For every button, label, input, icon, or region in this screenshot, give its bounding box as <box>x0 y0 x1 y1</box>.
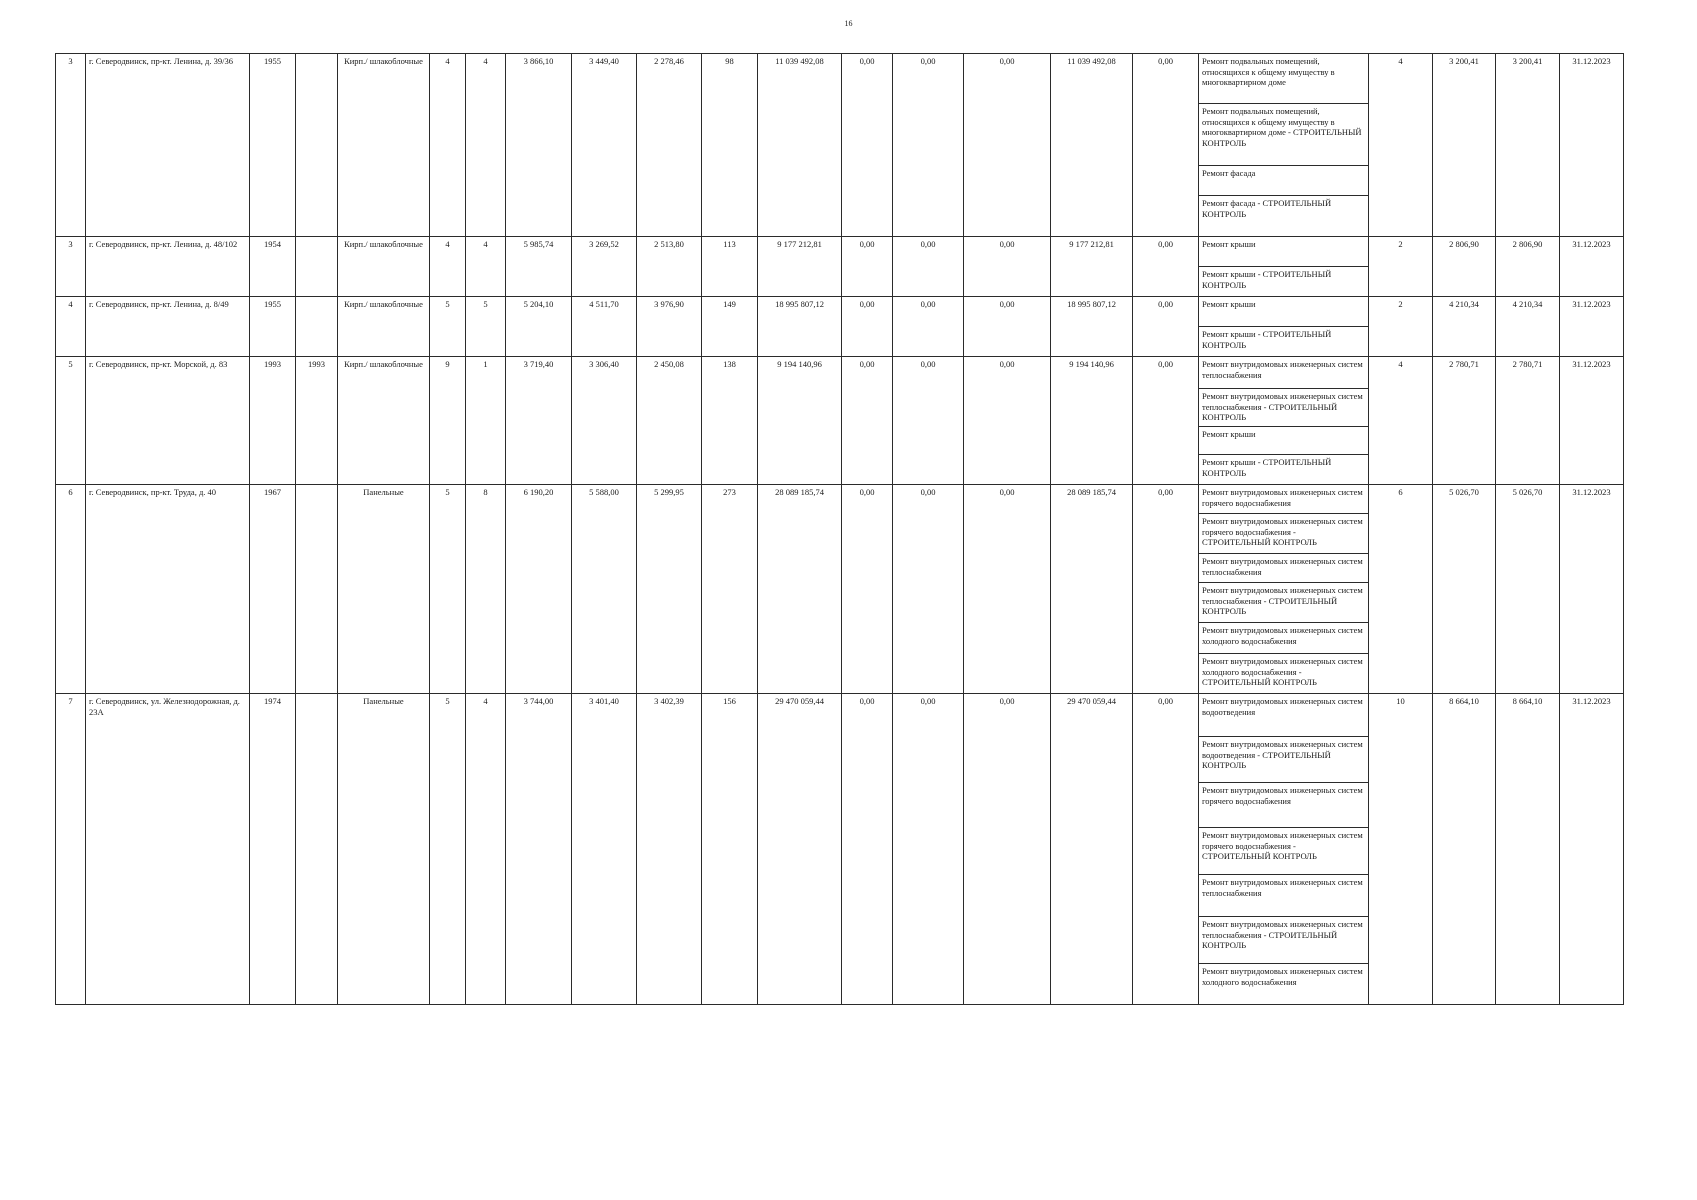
cell-cost-federal: 0,00 <box>842 54 893 237</box>
cell-address: г. Северодвинск, пр-кт. Труда, д. 40 <box>86 485 250 694</box>
cell-work-item: Ремонт крыши - СТРОИТЕЛЬНЫЙ КОНТРОЛЬ <box>1199 455 1369 485</box>
cell-floors: 5 <box>430 694 466 1005</box>
cell-work-item: Ремонт крыши <box>1199 237 1369 267</box>
cell-total-area: 3 866,10 <box>506 54 572 237</box>
cell-work-item: Ремонт внутридомовых инженерных систем теплоснабжения <box>1199 875 1369 917</box>
cell-cost-local: 0,00 <box>964 297 1051 357</box>
cell-work-item: Ремонт крыши <box>1199 427 1369 455</box>
cell-unit-cost: 3 200,41 <box>1433 54 1496 237</box>
cell-unit-cost: 2 780,71 <box>1433 357 1496 485</box>
cell-work-item: Ремонт внутридомовых инженерных систем горячего водоснабжения <box>1199 485 1369 514</box>
cell-cost-federal: 0,00 <box>842 297 893 357</box>
cell-unit-cost-limit: 8 664,10 <box>1496 694 1560 1005</box>
cell-entrances: 4 <box>466 54 506 237</box>
cell-area-private: 3 402,39 <box>637 694 702 1005</box>
cell-cost-federal: 0,00 <box>842 485 893 694</box>
cell-cost-regional: 0,00 <box>893 694 964 1005</box>
cell-year-built: 1967 <box>250 485 296 694</box>
cell-num: 5 <box>56 357 86 485</box>
cell-area-residential: 3 306,40 <box>572 357 637 485</box>
cell-works-count: 4 <box>1369 357 1433 485</box>
cell-work-item: Ремонт внутридомовых инженерных систем холодного водоснабжения <box>1199 964 1369 1005</box>
cell-address: г. Северодвинск, пр-кт. Ленина, д. 8/49 <box>86 297 250 357</box>
cell-cost-federal: 0,00 <box>842 694 893 1005</box>
cell-year-renovated: 1993 <box>296 357 338 485</box>
cell-cost-owners: 9 194 140,96 <box>1051 357 1133 485</box>
cell-unit-cost-limit: 5 026,70 <box>1496 485 1560 694</box>
cell-cost-other: 0,00 <box>1133 54 1199 237</box>
cell-unit-cost: 5 026,70 <box>1433 485 1496 694</box>
cell-works-count: 2 <box>1369 237 1433 297</box>
repair-program-table <box>55 53 1624 1005</box>
cell-work-item: Ремонт внутридомовых инженерных систем водоотведения - СТРОИТЕЛЬНЫЙ КОНТРОЛЬ <box>1199 737 1369 783</box>
cell-area-residential: 3 269,52 <box>572 237 637 297</box>
cell-work-item: Ремонт подвальных помещений, относящихся к общему имуществу в многоквартирном доме <box>1199 54 1369 104</box>
cell-address: г. Северодвинск, пр-кт. Ленина, д. 39/36 <box>86 54 250 237</box>
cell-total-area: 3 744,00 <box>506 694 572 1005</box>
cell-residents: 156 <box>702 694 758 1005</box>
cell-year-renovated <box>296 237 338 297</box>
cell-year-renovated <box>296 694 338 1005</box>
cell-deadline: 31.12.2023 <box>1560 694 1624 1005</box>
cell-residents: 113 <box>702 237 758 297</box>
cell-address: г. Северодвинск, пр-кт. Морской, д. 83 <box>86 357 250 485</box>
cell-unit-cost: 8 664,10 <box>1433 694 1496 1005</box>
cell-area-residential: 3 401,40 <box>572 694 637 1005</box>
cell-cost-owners: 28 089 185,74 <box>1051 485 1133 694</box>
cell-cost-owners: 9 177 212,81 <box>1051 237 1133 297</box>
cell-work-item: Ремонт внутридомовых инженерных систем горячего водоснабжения - СТРОИТЕЛЬНЫЙ КОНТРОЛЬ <box>1199 828 1369 875</box>
cell-residents: 149 <box>702 297 758 357</box>
cell-works-count: 4 <box>1369 54 1433 237</box>
cell-work-item: Ремонт фасада <box>1199 166 1369 196</box>
cell-num: 6 <box>56 485 86 694</box>
cell-work-item: Ремонт крыши <box>1199 297 1369 327</box>
table-row <box>56 54 1624 104</box>
cell-entrances: 5 <box>466 297 506 357</box>
cell-address: г. Северодвинск, пр-кт. Ленина, д. 48/102 <box>86 237 250 297</box>
cell-wall-material: Кирп./ шлакоблочные <box>338 357 430 485</box>
cell-entrances: 4 <box>466 694 506 1005</box>
cell-cost-regional: 0,00 <box>893 237 964 297</box>
cell-year-renovated <box>296 485 338 694</box>
cell-wall-material: Кирп./ шлакоблочные <box>338 54 430 237</box>
cell-cost-other: 0,00 <box>1133 485 1199 694</box>
cell-entrances: 8 <box>466 485 506 694</box>
cell-work-item: Ремонт внутридомовых инженерных систем теплоснабжения - СТРОИТЕЛЬНЫЙ КОНТРОЛЬ <box>1199 389 1369 427</box>
cell-work-item: Ремонт подвальных помещений, относящихся к общему имуществу в многоквартирном доме - СТРОИТЕЛЬНЫЙ КОНТРОЛЬ <box>1199 104 1369 166</box>
cell-residents: 98 <box>702 54 758 237</box>
cell-unit-cost-limit: 4 210,34 <box>1496 297 1560 357</box>
cell-floors: 4 <box>430 54 466 237</box>
cell-area-private: 2 513,80 <box>637 237 702 297</box>
cell-cost-regional: 0,00 <box>893 485 964 694</box>
cell-floors: 5 <box>430 297 466 357</box>
cell-cost-owners: 29 470 059,44 <box>1051 694 1133 1005</box>
cell-num: 3 <box>56 237 86 297</box>
cell-deadline: 31.12.2023 <box>1560 357 1624 485</box>
cell-cost-total: 9 194 140,96 <box>758 357 842 485</box>
page-number: 16 <box>844 19 853 28</box>
cell-cost-other: 0,00 <box>1133 694 1199 1005</box>
cell-entrances: 1 <box>466 357 506 485</box>
cell-cost-total: 11 039 492,08 <box>758 54 842 237</box>
cell-cost-regional: 0,00 <box>893 54 964 237</box>
cell-work-item: Ремонт фасада - СТРОИТЕЛЬНЫЙ КОНТРОЛЬ <box>1199 196 1369 237</box>
cell-residents: 273 <box>702 485 758 694</box>
cell-wall-material: Кирп./ шлакоблочные <box>338 237 430 297</box>
table-row <box>56 694 1624 737</box>
cell-wall-material: Панельные <box>338 485 430 694</box>
cell-works-count: 6 <box>1369 485 1433 694</box>
cell-num: 4 <box>56 297 86 357</box>
cell-total-area: 5 985,74 <box>506 237 572 297</box>
cell-address: г. Северодвинск, ул. Железнодорожная, д. 23А <box>86 694 250 1005</box>
cell-year-built: 1974 <box>250 694 296 1005</box>
cell-work-item: Ремонт внутридомовых инженерных систем теплоснабжения <box>1199 357 1369 389</box>
cell-area-private: 5 299,95 <box>637 485 702 694</box>
cell-total-area: 5 204,10 <box>506 297 572 357</box>
cell-area-private: 2 450,08 <box>637 357 702 485</box>
cell-work-item: Ремонт внутридомовых инженерных систем горячего водоснабжения - СТРОИТЕЛЬНЫЙ КОНТРОЛЬ <box>1199 514 1369 554</box>
cell-cost-regional: 0,00 <box>893 297 964 357</box>
cell-work-item: Ремонт крыши - СТРОИТЕЛЬНЫЙ КОНТРОЛЬ <box>1199 327 1369 357</box>
cell-area-private: 3 976,90 <box>637 297 702 357</box>
cell-work-item: Ремонт крыши - СТРОИТЕЛЬНЫЙ КОНТРОЛЬ <box>1199 267 1369 297</box>
cell-cost-other: 0,00 <box>1133 297 1199 357</box>
cell-work-item: Ремонт внутридомовых инженерных систем холодного водоснабжения - СТРОИТЕЛЬНЫЙ КОНТРОЛЬ <box>1199 654 1369 694</box>
cell-wall-material: Панельные <box>338 694 430 1005</box>
table-row <box>56 485 1624 514</box>
cell-area-residential: 3 449,40 <box>572 54 637 237</box>
cell-cost-federal: 0,00 <box>842 237 893 297</box>
cell-area-residential: 4 511,70 <box>572 297 637 357</box>
cell-cost-local: 0,00 <box>964 54 1051 237</box>
cell-year-built: 1993 <box>250 357 296 485</box>
cell-unit-cost: 2 806,90 <box>1433 237 1496 297</box>
cell-works-count: 2 <box>1369 297 1433 357</box>
cell-work-item: Ремонт внутридомовых инженерных систем водоотведения <box>1199 694 1369 737</box>
cell-cost-other: 0,00 <box>1133 357 1199 485</box>
table-row <box>56 237 1624 267</box>
cell-num: 7 <box>56 694 86 1005</box>
cell-year-built: 1955 <box>250 54 296 237</box>
cell-cost-total: 28 089 185,74 <box>758 485 842 694</box>
cell-work-item: Ремонт внутридомовых инженерных систем холодного водоснабжения <box>1199 623 1369 654</box>
cell-num: 3 <box>56 54 86 237</box>
cell-total-area: 6 190,20 <box>506 485 572 694</box>
cell-unit-cost: 4 210,34 <box>1433 297 1496 357</box>
cell-area-residential: 5 588,00 <box>572 485 637 694</box>
cell-work-item: Ремонт внутридомовых инженерных систем теплоснабжения - СТРОИТЕЛЬНЫЙ КОНТРОЛЬ <box>1199 917 1369 964</box>
cell-floors: 9 <box>430 357 466 485</box>
cell-unit-cost-limit: 2 806,90 <box>1496 237 1560 297</box>
cell-cost-total: 18 995 807,12 <box>758 297 842 357</box>
cell-total-area: 3 719,40 <box>506 357 572 485</box>
cell-cost-local: 0,00 <box>964 485 1051 694</box>
cell-area-private: 2 278,46 <box>637 54 702 237</box>
cell-cost-federal: 0,00 <box>842 357 893 485</box>
cell-cost-other: 0,00 <box>1133 237 1199 297</box>
cell-work-item: Ремонт внутридомовых инженерных систем теплоснабжения - СТРОИТЕЛЬНЫЙ КОНТРОЛЬ <box>1199 583 1369 623</box>
cell-cost-total: 29 470 059,44 <box>758 694 842 1005</box>
cell-unit-cost-limit: 2 780,71 <box>1496 357 1560 485</box>
cell-wall-material: Кирп./ шлакоблочные <box>338 297 430 357</box>
cell-cost-owners: 18 995 807,12 <box>1051 297 1133 357</box>
cell-work-item: Ремонт внутридомовых инженерных систем теплоснабжения <box>1199 554 1369 583</box>
table-row <box>56 357 1624 389</box>
cell-year-renovated <box>296 297 338 357</box>
cell-works-count: 10 <box>1369 694 1433 1005</box>
cell-cost-local: 0,00 <box>964 357 1051 485</box>
cell-unit-cost-limit: 3 200,41 <box>1496 54 1560 237</box>
cell-deadline: 31.12.2023 <box>1560 237 1624 297</box>
cell-residents: 138 <box>702 357 758 485</box>
cell-year-built: 1955 <box>250 297 296 357</box>
cell-floors: 4 <box>430 237 466 297</box>
cell-entrances: 4 <box>466 237 506 297</box>
cell-cost-local: 0,00 <box>964 694 1051 1005</box>
cell-cost-owners: 11 039 492,08 <box>1051 54 1133 237</box>
cell-year-built: 1954 <box>250 237 296 297</box>
cell-year-renovated <box>296 54 338 237</box>
cell-work-item: Ремонт внутридомовых инженерных систем горячего водоснабжения <box>1199 783 1369 828</box>
cell-floors: 5 <box>430 485 466 694</box>
cell-cost-local: 0,00 <box>964 237 1051 297</box>
cell-deadline: 31.12.2023 <box>1560 297 1624 357</box>
cell-cost-regional: 0,00 <box>893 357 964 485</box>
cell-deadline: 31.12.2023 <box>1560 485 1624 694</box>
table-row <box>56 297 1624 327</box>
cell-deadline: 31.12.2023 <box>1560 54 1624 237</box>
cell-cost-total: 9 177 212,81 <box>758 237 842 297</box>
table-body <box>56 54 1624 1005</box>
